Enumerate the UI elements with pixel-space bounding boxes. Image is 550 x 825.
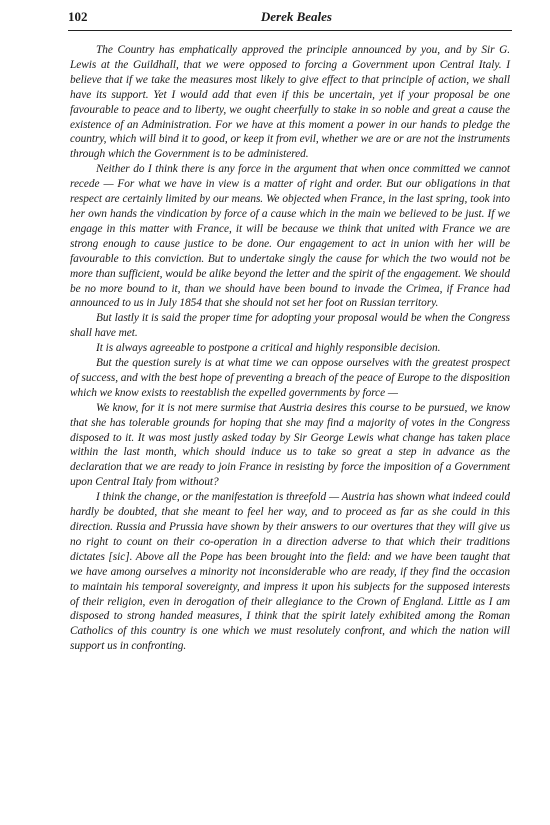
body-text: [70, 43, 510, 654]
paragraph: We know, for it is not mere surmise that Austria desires this course to be pursued, we know that she has tolerable grounds for hoping that she may find a majority of votes in the Congress disposed to it. It was most justly asked today by Sir George Lewis what change has taken place within the last month, which should induce us to take so great a step in advance as the declaration that we are ready to join France in resisting by force the imposition of a Government upon Central Italy from without?: [70, 401, 510, 489]
running-head: Derek Beales: [260, 9, 332, 24]
paragraph: It is always agreeable to postpone a critical and highly responsible decision.: [96, 342, 441, 355]
header-rule: [68, 30, 512, 31]
paragraph: Neither do I think there is any force in the argument that when once committed we cannot recede — For what we have in view is a matter of right and order. But our obligations in that respect are certainly limited by our means. We objected when France, in the last spring, took into her own hands the vindication by force of a cause which in the main we believed to be just. If we engage in this matter with France, it will be because we think that united with France we are strong enough to cause justice to be done. Our engagement to act in union with her will be favourable to this conviction. But to undertake singly the cause for which the two would not be more than sufficient, would be alike beyond the letter and the spirit of the engagement. We should be no more bound to it, than we should have been bound to invade the Crimea, if France had announced to us in July 1854 that she should not set her foot on Russian territory.: [70, 163, 510, 310]
page-header: [68, 9, 510, 31]
paragraph: But the question surely is at what time we can oppose ourselves with the greatest prospect of success, and with the best hope of preventing a breach of the peace of Europe to the disposition which we know exists to reestablish the expelled governments by force —: [70, 357, 510, 399]
paragraph: The Country has emphatically approved the principle announced by you, and by Sir G. Lewis at the Guildhall, that we were opposed to forcing a Government upon Central Italy. I believe that if we take the measures most likely to give effect to that principle of action, we shall have its support. Yet I would add that even if this be uncertain, yet if your proposal be one favourable to peace and to liberty, we ought cheerfully to stake in so noble and great a cause the existence of an Administration. For we have at this moment a power in our hands to pledge the country, which will bind it to good, or keep it from evil, whether we are or are not the instruments through which the Government is to be administered.: [70, 44, 510, 161]
paragraph: But lastly it is said the proper time for adopting your proposal would be when the Congress shall have met.: [70, 312, 510, 340]
paragraph: I think the change, or the manifestation is threefold — Austria has shown what indeed could hardly be doubted, that she meant to feel her way, and to proceed as far as she could in this direction. Russia and Prussia have shown by their answers to our overtures that they will give us no right to count on their co-operation in a direction adverse to that which their traditions dictates [sic]. Above all the Pope has been brought into the field: and we have been taught that we have among ourselves a minority not inconsiderable who are ready, if they find the occasion to maintain his temporal sovereignty, and impress it upon his subjects for the supposed interests of their religion, even in derogation of their allegiance to the Crown of England. Little as I am disposed to strong handed measures, I think that the spirit lately exhibited among the Roman Catholics of this country is one which we must resolutely confront, and which the nation will support us in confronting.: [70, 491, 510, 653]
page-number: 102: [68, 9, 88, 24]
